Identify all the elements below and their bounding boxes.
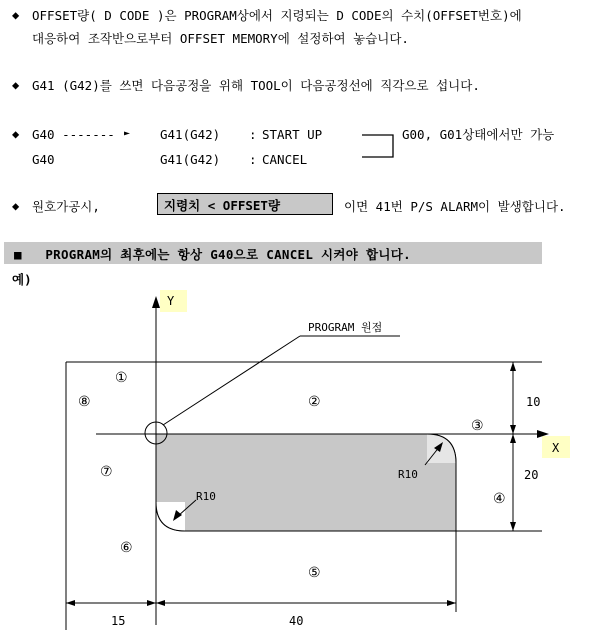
radius-label-left: R10 xyxy=(196,490,216,503)
region-2: ② xyxy=(308,394,321,410)
region-4: ④ xyxy=(493,491,506,507)
g-row-1-right: START UP xyxy=(262,127,323,142)
bullet-marker: ◆ xyxy=(12,78,20,92)
region-7: ⑦ xyxy=(100,464,113,480)
region-5: ⑤ xyxy=(308,565,321,581)
arrow-right-icon: ► xyxy=(124,128,131,139)
region-6: ⑥ xyxy=(120,540,133,556)
x-axis-label: X xyxy=(552,441,560,455)
y-axis-label: Y xyxy=(167,294,175,308)
bullet-marker: ◆ xyxy=(12,199,20,213)
arc-rule-prefix: 원호가공시, xyxy=(32,199,100,214)
banner-text: PROGRAM의 최후에는 항상 G40으로 CANCEL 시켜야 합니다. xyxy=(45,247,411,262)
g-row-2-left: G40 xyxy=(32,152,55,167)
dim-right: 20 xyxy=(524,468,539,482)
g-row-1-left: G40 ------- xyxy=(32,127,115,142)
origin-label: PROGRAM 원점 xyxy=(308,321,383,334)
g-row-1-mid: G41(G42) xyxy=(160,127,221,142)
bullet-marker: ◆ xyxy=(12,127,20,141)
region-3: ③ xyxy=(471,418,484,434)
example-label: 예) xyxy=(12,272,32,287)
radius-label-right: R10 xyxy=(398,468,418,481)
dim-bottom-left: 15 xyxy=(111,614,126,628)
bracket-note: G00, G01상태에서만 가능 xyxy=(402,127,555,142)
bracket-line xyxy=(362,135,393,157)
bullet-1-line-1: OFFSET량( D CODE )은 PROGRAM상에서 지령되는 D CODE의 수치(OFFSET번호)에 xyxy=(32,8,522,23)
g-row-2-right: CANCEL xyxy=(262,152,308,167)
bullet-2-line-1: G41 (G42)를 쓰면 다음공정을 위해 TOOL이 다음공정선에 직각으로 섭니다. xyxy=(32,78,480,93)
arc-rule-suffix: 이면 41번 P/S ALARM이 발생합니다. xyxy=(344,199,566,214)
dim-top: 10 xyxy=(526,395,541,409)
workpiece-shape xyxy=(156,434,456,531)
bullet-marker: ◆ xyxy=(12,8,20,22)
g-row-2-mid: G41(G42) xyxy=(160,152,221,167)
region-1: ① xyxy=(115,370,128,386)
g-row-1-colon: : xyxy=(249,127,257,142)
dim-bottom-right: 40 xyxy=(289,614,304,628)
region-8: ⑧ xyxy=(78,394,91,410)
condition-box-text: 지령치 < OFFSET량 xyxy=(164,198,281,213)
g-row-2-colon: : xyxy=(249,152,257,167)
square-icon: ■ xyxy=(14,247,22,262)
bullet-1-line-2: 대응하여 조작반으로부터 OFFSET MEMORY에 설정하여 놓습니다. xyxy=(32,31,409,46)
